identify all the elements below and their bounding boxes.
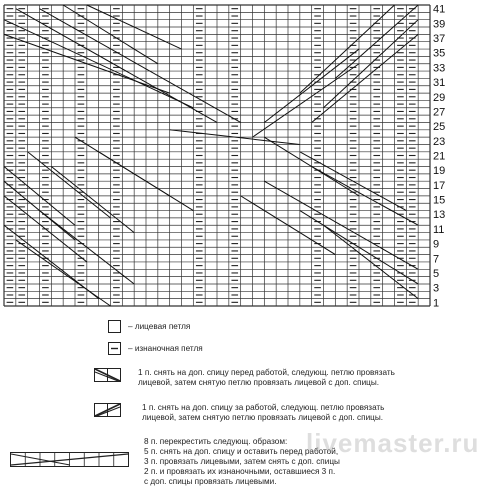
cable-8-symbol — [10, 452, 130, 468]
row-number-label: 33 — [433, 62, 446, 75]
row-number-label: 29 — [433, 91, 446, 104]
cable-line — [40, 9, 241, 123]
row-number-label: 5 — [433, 267, 440, 280]
row-number-label: 35 — [433, 47, 446, 60]
cable-line — [16, 9, 217, 123]
row-number-label: 23 — [433, 135, 446, 148]
watermark: livemaster.ru — [306, 428, 479, 458]
row-number-label: 11 — [433, 223, 445, 236]
row-number-label: 37 — [433, 33, 446, 46]
row-number-label: 19 — [433, 165, 446, 178]
purl-stitch-symbol — [108, 342, 122, 355]
row-number-label: 25 — [433, 121, 446, 134]
cable-line — [28, 152, 111, 218]
row-number-label: 9 — [433, 238, 440, 251]
row-number-label: 13 — [433, 209, 446, 222]
cross-front-symbol — [94, 368, 124, 383]
purl-stitch-label: – изнаночная петля — [128, 344, 203, 353]
cable-line — [51, 167, 134, 233]
knit-stitch-symbol — [108, 320, 122, 333]
cross-front-label: 1 п. снять на доп. спицу перед работой, следующ. петлю провязать лицевой, затем снятую петлю провязать лицевой с доп. спицы. — [138, 368, 395, 387]
row-number-label: 7 — [433, 253, 440, 266]
row-number-label: 1 — [433, 297, 440, 310]
row-number-label: 41 — [433, 3, 446, 16]
row-number-label: 27 — [433, 106, 446, 119]
cross-back-label: 1 п. снять на доп. спицу за работой, следующ. петлю провязать лицевой, затем снятую петлю провязать лицевой с доп. спицы. — [142, 403, 385, 422]
row-number-label: 3 — [433, 282, 440, 295]
row-number-label: 21 — [433, 150, 446, 163]
row-number-label: 17 — [433, 179, 446, 192]
cable-line — [4, 196, 87, 262]
cable-8-label: 8 п. перекрестить следующ. образом: 5 п. снять на доп. спицу и оставить перед работой, 3 п. провязать лицевыми, затем снять с доп. спицы 2 п. и провязать их изнаночными, оставшиеся 3 п. с доп. спицы провязать лицевыми. — [144, 437, 340, 486]
row-number-label: 39 — [433, 18, 446, 31]
cross-back-symbol — [94, 403, 124, 418]
knit-stitch-label: – лицевая петля — [128, 322, 191, 331]
row-number-label: 31 — [433, 77, 446, 90]
row-number-label: 15 — [433, 194, 446, 207]
